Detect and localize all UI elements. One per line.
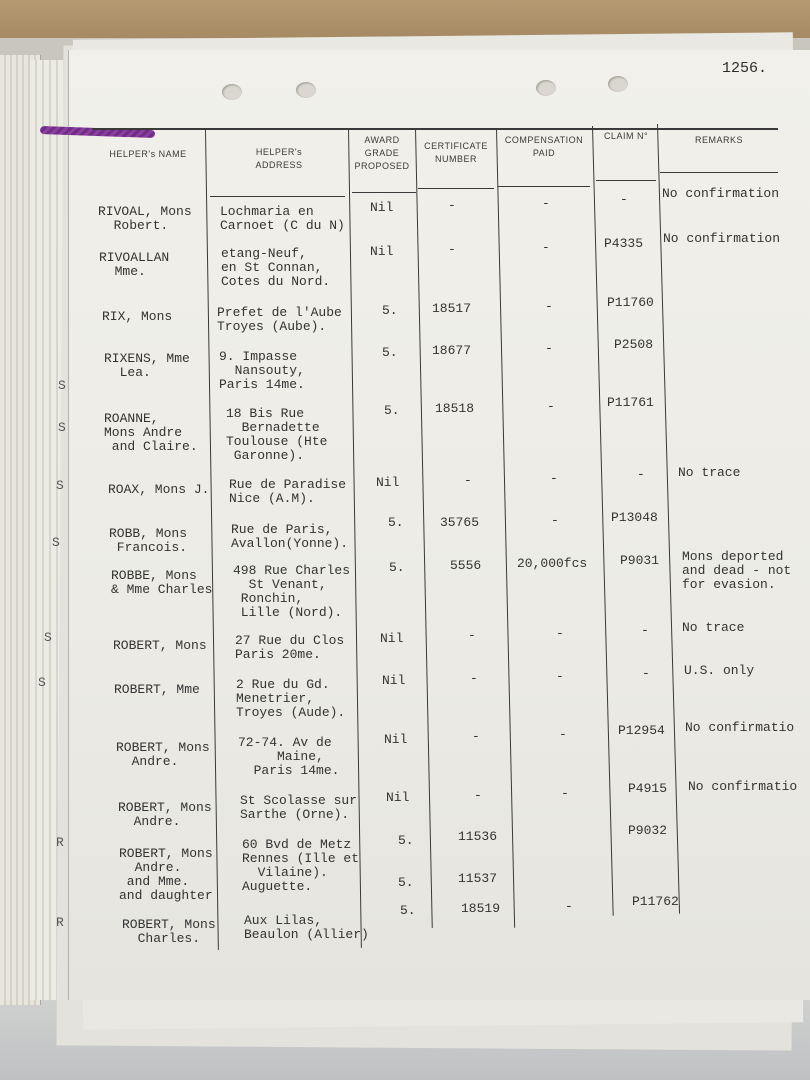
row-name: ROBERT, Mme (114, 682, 200, 697)
row-certificate: - (448, 242, 456, 257)
row-address: 72-74. Av de Maine, Paris 14me. (238, 735, 340, 778)
row-award: Nil (382, 673, 406, 688)
row-address: Lochmaria en Carnoet (C du N) (220, 204, 345, 233)
row-claim: P2508 (614, 337, 654, 352)
edge-letter: S (56, 478, 64, 493)
row-claim: - (642, 666, 650, 681)
row-certificate: - (470, 671, 478, 686)
row-certificate: 18677 (432, 343, 472, 358)
edge-letter: S (52, 535, 60, 550)
row-compensation: - (551, 513, 559, 528)
row-claim: P11760 (607, 295, 654, 310)
header-rule (498, 186, 590, 187)
row-name: ROAX, Mons J. (108, 482, 210, 497)
row-award: Nil (386, 790, 410, 805)
row-address: 9. Impasse Nansouty, Paris 14me. (219, 349, 305, 392)
header-rule (352, 192, 416, 193)
row-award: 5. (382, 345, 398, 360)
header-remarks: REMARKS (694, 135, 743, 145)
row-compensation: 20,000fcs (517, 556, 588, 571)
row-award: 5. (382, 303, 398, 318)
row-claim: - (637, 467, 645, 482)
row-remarks: No trace (678, 465, 741, 480)
punch-hole (608, 76, 628, 92)
row-compensation: - (545, 299, 553, 314)
row-award: Nil (376, 475, 400, 490)
edge-letter: S (58, 420, 66, 435)
row-compensation: - (561, 786, 569, 801)
row-address: Rue de Paris, Avallon(Yonne). (231, 522, 349, 551)
row-claim: P11762 (632, 894, 679, 909)
header-award: AWARD GRADE PROPOSED (354, 135, 410, 171)
row-claim: P9032 (628, 823, 668, 838)
header-certificate: CERTIFICATE NUMBER (424, 141, 488, 164)
row-claim: P12954 (618, 723, 665, 738)
header-claim: CLAIM N° (603, 131, 649, 141)
header-helper-name: HELPER's NAME (109, 149, 187, 159)
row-name: ROBERT, Mons Andre. (116, 740, 210, 769)
row-remarks: U.S. only (684, 663, 755, 678)
row-compensation: - (542, 240, 550, 255)
row-compensation: - (550, 471, 558, 486)
row-award: 5. (384, 403, 400, 418)
row-remarks: No confirmatio (688, 779, 798, 794)
edge-letter: S (38, 675, 46, 690)
page-number: 1256. (722, 60, 768, 77)
row-claim: P11761 (607, 395, 654, 410)
header-rule (210, 196, 345, 197)
row-certificate: - (448, 198, 456, 213)
row-address: 60 Bvd de Metz Rennes (Ille et Vilaine). Auguette. (242, 837, 360, 894)
header-helper-address: HELPER's ADDRESS (255, 147, 303, 170)
row-certificate: - (472, 729, 480, 744)
row-compensation: - (565, 899, 573, 914)
row-certificate: 5556 (450, 558, 482, 573)
row-remarks: No confirmatio (685, 720, 795, 735)
row-claim: P9031 (620, 553, 660, 568)
row-award: 5. (400, 903, 416, 918)
row-address: 498 Rue Charles St Venant, Ronchin, Lille (Nord). (233, 563, 351, 620)
row-name: RIX, Mons (102, 309, 173, 324)
row-certificate: 35765 (440, 515, 480, 530)
row-address: 27 Rue du Clos Paris 20me. (235, 633, 345, 662)
row-address: etang-Neuf, en St Connan, Cotes du Nord. (221, 246, 331, 289)
row-certificate: 18519 (461, 901, 501, 916)
edge-letter: S (44, 630, 52, 645)
row-name: RIVOALLAN Mme. (99, 250, 170, 279)
row-name: ROBB, Mons Francois. (109, 526, 188, 555)
row-certificate: - (464, 473, 472, 488)
row-name: ROBERT, Mons Andre. (118, 800, 212, 829)
row-compensation: - (545, 341, 553, 356)
row-award: Nil (370, 200, 394, 215)
row-address: St Scolasse sur Sarthe (Orne). (240, 793, 358, 822)
row-certificate: 18518 (435, 401, 475, 416)
row-claim: - (620, 192, 628, 207)
header-rule (596, 180, 656, 181)
row-certificate: 18517 (432, 301, 472, 316)
row-award: Nil (370, 244, 394, 259)
row-remarks: No confirmation (662, 186, 780, 201)
row-remarks: No trace (682, 620, 745, 635)
row-compensation: - (542, 196, 550, 211)
row-name: ROBBE, Mons & Mme Charles (111, 568, 213, 597)
row-remarks: No confirmation (663, 231, 781, 246)
row-certificate: 11536 11537 (458, 829, 498, 886)
row-claim: P4335 (604, 236, 644, 251)
row-address: Rue de Paradise Nice (A.M). (229, 477, 347, 506)
row-award: 5. (389, 560, 405, 575)
header-rule (418, 188, 494, 189)
row-name: ROANNE, Mons Andre and Claire. (104, 411, 198, 454)
punch-hole (296, 82, 316, 98)
row-name: ROBERT, Mons Charles. (122, 917, 216, 946)
row-award: 5. (388, 515, 404, 530)
row-certificate: - (474, 788, 482, 803)
row-remarks: Mons deported and dead - not for evasion. (682, 549, 792, 592)
row-address: Aux Lilas, Beaulon (Allier) (244, 913, 369, 942)
punch-hole (536, 80, 556, 96)
row-claim: P4915 (628, 781, 668, 796)
row-award: 5. 5. (398, 833, 414, 890)
wooden-desk-background (0, 0, 810, 38)
row-compensation: - (556, 626, 564, 641)
header-compensation: COMPENSATION PAID (504, 135, 584, 158)
row-certificate: - (468, 628, 476, 643)
row-name: ROBERT, Mons Andre. and Mme. and daughter (119, 846, 213, 903)
row-name: RIXENS, Mme Lea. (104, 351, 190, 380)
edge-letter: R (56, 835, 64, 850)
edge-letter: S (58, 378, 66, 393)
row-compensation: - (547, 399, 555, 414)
row-address: 18 Bis Rue Bernadette Toulouse (Hte Garonne). (226, 406, 328, 463)
row-name: RIVOAL, Mons Robert. (98, 204, 192, 233)
edge-letter: R (56, 915, 64, 930)
row-address: 2 Rue du Gd. Menetrier, Troyes (Aude). (236, 677, 346, 720)
header-rule (660, 172, 778, 173)
row-claim: P13048 (611, 510, 658, 525)
row-award: Nil (384, 732, 408, 747)
row-claim: - (641, 623, 649, 638)
punch-hole (222, 84, 242, 100)
row-compensation: - (559, 727, 567, 742)
row-award: Nil (380, 631, 404, 646)
row-name: ROBERT, Mons (113, 638, 207, 653)
row-compensation: - (556, 669, 564, 684)
row-address: Prefet de l'Aube Troyes (Aube). (217, 305, 342, 334)
table-top-rule (92, 128, 778, 130)
